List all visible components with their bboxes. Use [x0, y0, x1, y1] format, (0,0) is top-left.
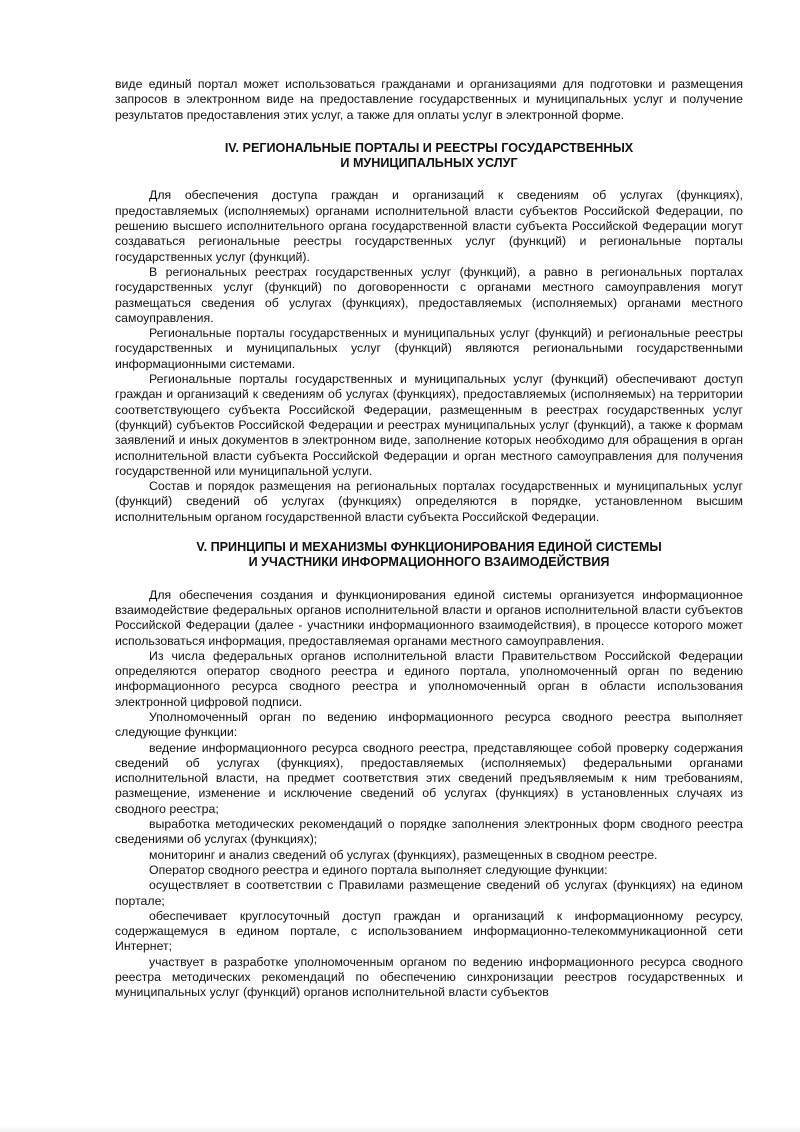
section-4-paragraph: Для обеспечения доступа граждан и организаций к сведениям об услугах (функциях), предоставляемых (исполняемых) органами исполнительной власти субъектов Российской Федерации, по решению высшего исполнительного органа государственной власти субъекта Российской Федерации могут создаваться региональные реестры государственных услуг (функций) и региональные порталы государственных услуг (функций). [115, 188, 743, 264]
document-page [115, 77, 743, 1001]
section-5-paragraph: Уполномоченный орган по ведению информационного ресурса сводного реестра выполняет следующие функции: [115, 709, 743, 740]
section-5-paragraph: Из числа федеральных органов исполнительной власти Правительством Российской Федерации определяются оператор сводного реестра и единого портала, уполномоченный орган по ведению информационного ресурса сводного реестра и уполномоченный орган в области использования электронной цифровой подписи. [115, 648, 743, 709]
scan-bottom-edge [0, 1126, 800, 1132]
section-4-title-line-2: И МУНИЦИПАЛЬНЫХ УСЛУГ [340, 156, 518, 171]
section-5-list-item: обеспечивает круглосуточный доступ граждан и организаций к информационному ресурсу, содержащемуся в едином портале, с использованием информационно-телекоммуникационной сети Интернет; [115, 908, 743, 954]
section-4-heading [115, 141, 743, 172]
intro-paragraph: виде единый портал может использоваться гражданами и организациями для подготовки и размещения запросов в электронном виде на предоставление государственных и муниципальных услуг и получение результатов предоставления этих услуг, а также для оплаты услуг в электронной форме. [115, 77, 743, 122]
section-4-paragraph: Региональные порталы государственных и муниципальных услуг (функций) и региональные реестры государственных и муниципальных услуг (функций) являются региональными государственными информационными системами. [115, 326, 743, 371]
section-5-title-line-2: И УЧАСТНИКИ ИНФОРМАЦИОННОГО ВЗАИМОДЕЙСТВИЯ [248, 555, 610, 570]
section-5-list-item: выработка методических рекомендаций о порядке заполнения электронных форм сводного реестра сведениями об услугах (функциях); [115, 817, 743, 847]
section-4-title-line-1: IV. РЕГИОНАЛЬНЫЕ ПОРТАЛЫ И РЕЕСТРЫ ГОСУДАРСТВЕННЫХ [224, 140, 634, 155]
section-5-paragraph: Для обеспечения создания и функционирования единой системы организуется информационное взаимодействие федеральных органов исполнительной власти и органов исполнительной власти субъектов Российской Федерации (далее - участники информационного взаимодействия), в процессе которого может использоваться информация, предоставляемая органами местного самоуправления. [115, 587, 743, 648]
section-5-list-item: мониторинг и анализ сведений об услугах (функциях), размещенных в сводном реестре. [149, 847, 658, 862]
section-5-list-item: осуществляет в соответствии с Правилами размещение сведений об услугах (функциях) на едином портале; [115, 878, 743, 908]
section-5-title-line-1: V. ПРИНЦИПЫ И МЕХАНИЗМЫ ФУНКЦИОНИРОВАНИЯ ЕДИНОЙ СИСТЕМЫ [196, 540, 662, 555]
section-4-paragraph: Региональные порталы государственных и муниципальных услуг (функций) обеспечивают доступ граждан и организаций к сведениям об услугах (функциях), предоставляемых (исполняемых) на территории соответствующего субъекта Российской Федерации, размещенным в реестрах государственных услуг (функций) субъектов Российской Федерации и реестрах муниципальных услуг (функций), а также к формам заявлений и иных документов в электронном виде, заполнение которых необходимо для обращения в орган исполнительной власти субъекта Российской Федерации и орган местного самоуправления для получения государственной или муниципальной услуги. [115, 372, 743, 478]
section-5-heading [115, 540, 743, 571]
section-5-list-item: участвует в разработке уполномоченным органом по ведению информационного ресурса сводного реестра методических рекомендаций по обеспечению синхронизации реестров государственных и муниципальных услуг (функций) органов исполнительной власти субъектов [115, 954, 743, 1000]
section-4-paragraph: Состав и порядок размещения на региональных порталах государственных и муниципальных услуг (функций) сведений об услугах (функциях) определяются в порядке, установленном высшим исполнительным органом государственной власти субъекта Российской Федерации. [115, 479, 743, 524]
section-5-list-item: ведение информационного ресурса сводного реестра, представляющее собой проверку содержания сведений об услугах (функциях), предоставляемых (исполняемых) федеральными органами исполнительной власти, на предмет соответствия этих сведений предъявляемым к ним требованиям, размещение, изменение и исключение сведений об услугах (функциях) в установленных случаях из сводного реестра; [115, 740, 743, 816]
section-5-paragraph: Оператор сводного реестра и единого портала выполняет следующие функции: [149, 862, 608, 877]
section-4-paragraph: В региональных реестрах государственных услуг (функций), а равно в региональных порталах государственных услуг (функций) по договоренности с органами местного самоуправления могут размещаться сведения об услугах (функциях), предоставляемых (исполняемых) органами местного самоуправления. [115, 264, 743, 325]
